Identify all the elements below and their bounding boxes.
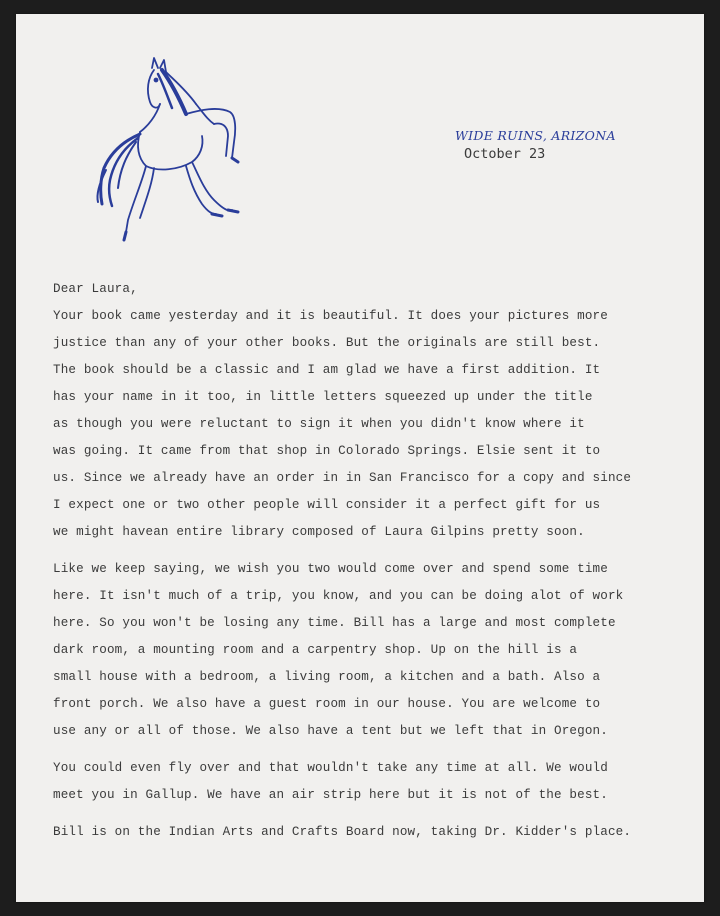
paragraph-line: us. Since we already have an order in in San Francisco for a copy and since (53, 471, 632, 485)
paragraph-line: Like we keep saying, we wish you two would come over and spend some time (53, 562, 608, 576)
paragraph-line: use any or all of those. We also have a tent but we left that in Oregon. (53, 724, 608, 738)
paragraph-line: front porch. We also have a guest room in our house. You are welcome to (53, 697, 601, 711)
paragraph-line: we might havean entire library composed of Laura Gilpins pretty soon. (53, 525, 585, 539)
paragraph-line: justice than any of your other books. But the originals are still best. (53, 336, 601, 350)
paragraph-line: small house with a bedroom, a living room, a kitchen and a bath. Also a (53, 670, 601, 684)
salutation: Dear Laura, (53, 282, 138, 296)
paragraph-4 (53, 819, 673, 846)
paragraph-1 (53, 303, 673, 546)
paragraph-line: here. So you won't be losing any time. Bill has a large and most complete (53, 616, 616, 630)
paragraph-line: meet you in Gallup. We have an air strip here but it is not of the best. (53, 788, 608, 802)
paragraph-line: as though you were reluctant to sign it when you didn't know where it (53, 417, 585, 431)
paragraph-line: was going. It came from that shop in Colorado Springs. Elsie sent it to (53, 444, 601, 458)
paragraph-line: You could even fly over and that wouldn't take any time at all. We would (53, 761, 608, 775)
letter-body (53, 276, 673, 846)
paragraph-line: Your book came yesterday and it is beautiful. It does your pictures more (53, 309, 608, 323)
paragraph-line: has your name in it too, in little letters squeezed up under the title (53, 390, 593, 404)
paragraph-line: here. It isn't much of a trip, you know, and you can be doing alot of work (53, 589, 624, 603)
paragraph-line: The book should be a classic and I am glad we have a first addition. It (53, 363, 601, 377)
horse-drawing-icon (82, 50, 242, 250)
paragraph-2 (53, 556, 673, 745)
paragraph-line: Bill is on the Indian Arts and Crafts Board now, taking Dr. Kidder's place. (53, 825, 632, 839)
paragraph-line: I expect one or two other people will consider it a perfect gift for us (53, 498, 601, 512)
letterhead-place: WIDE RUINS, ARIZONA (455, 128, 616, 143)
paragraph-line: dark room, a mounting room and a carpentry shop. Up on the hill is a (53, 643, 578, 657)
paragraph-3 (53, 755, 673, 809)
letter-date: October 23 (464, 146, 546, 162)
